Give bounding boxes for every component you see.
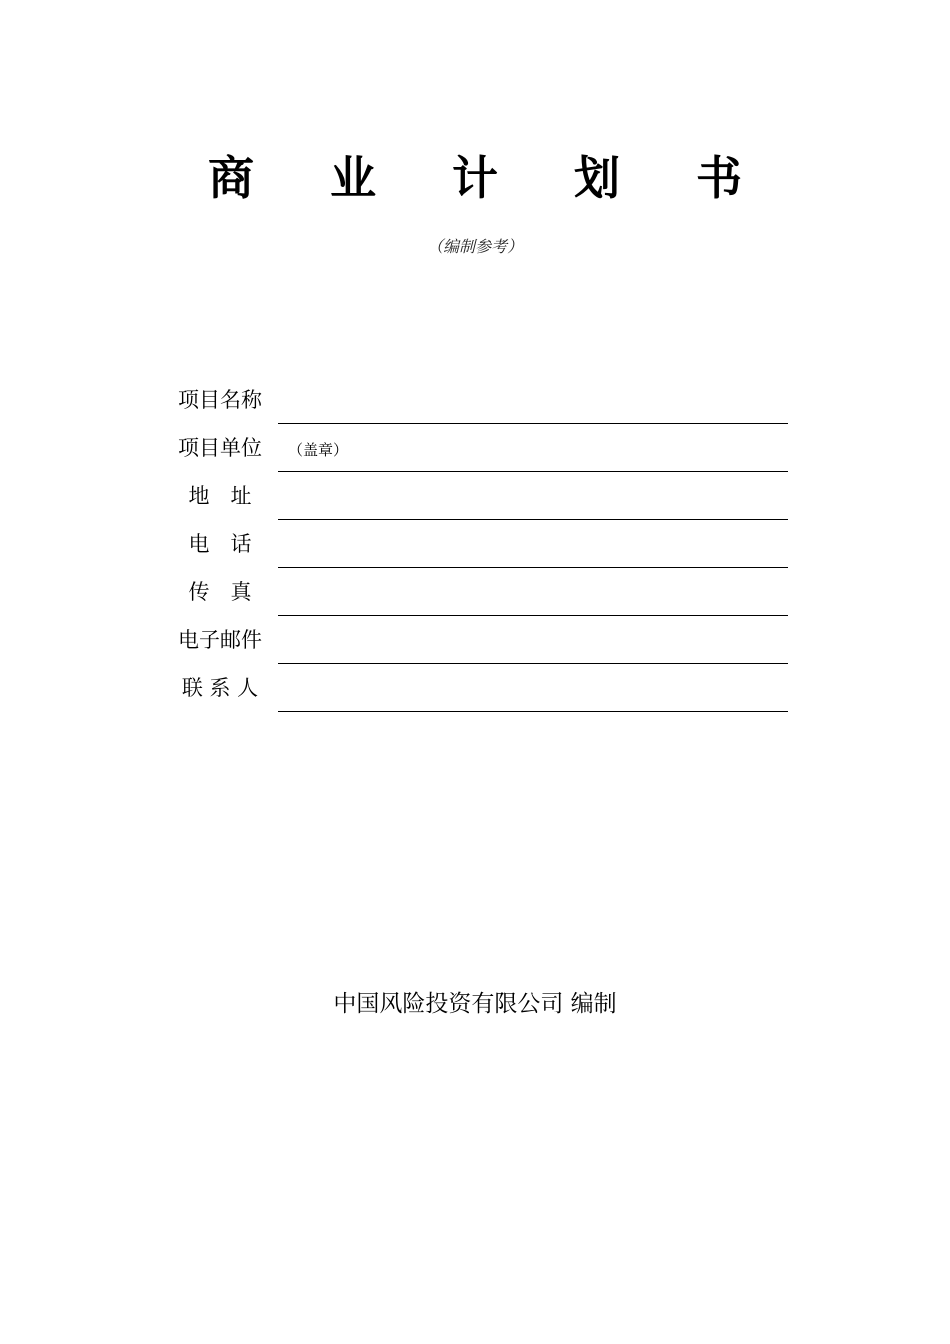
cover-form (170, 376, 790, 712)
field-label: 传 真 (188, 580, 252, 604)
field-fax[interactable] (170, 568, 790, 616)
field-label: 电子邮件 (178, 628, 262, 652)
field-phone[interactable] (170, 520, 790, 568)
field-project-name[interactable] (170, 376, 790, 424)
field-email[interactable] (170, 616, 790, 664)
document-subtitle: （编制参考） (426, 237, 523, 256)
field-address[interactable] (170, 472, 790, 520)
compiler-footer: 中国风险投资有限公司 编制 (333, 991, 617, 1017)
field-label: 项目单位 (178, 436, 262, 460)
field-label: 联 系 人 (181, 676, 259, 700)
field-project-unit[interactable] (170, 424, 790, 472)
document-title: 商 业 计 划 书 (207, 151, 773, 205)
field-label: 项目名称 (178, 388, 262, 412)
field-label: 电 话 (188, 532, 252, 556)
field-label: 地 址 (188, 484, 252, 508)
fill-in-line (278, 711, 788, 712)
seal-hint: （盖章） (288, 441, 349, 459)
field-contact-person[interactable] (170, 664, 790, 712)
